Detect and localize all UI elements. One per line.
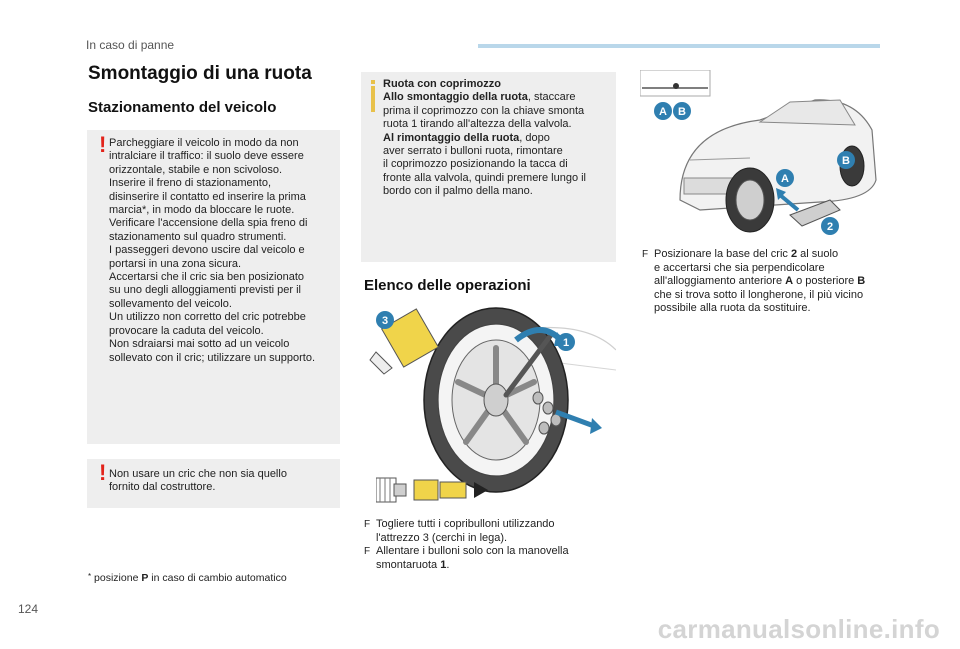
label-B-car: B	[842, 155, 850, 167]
label-B-top: B	[678, 106, 686, 118]
info-l3-rest: , dopo	[519, 131, 550, 144]
label-A-car: A	[781, 173, 789, 185]
car-jack-illustration	[640, 70, 880, 240]
warning-icon: !	[99, 132, 107, 157]
jack-text-5: o posteriore	[793, 275, 858, 287]
jack-bold-B: B	[857, 275, 866, 287]
info-l2: prima il coprimozzo con la chiave smonta ruota 1 tirando all'altezza della valvola.	[383, 104, 585, 131]
jack-text-7: che si trova sotto il longherone, il più vicino possibile alla ruota da sostituire.	[654, 288, 864, 314]
list-item	[642, 248, 882, 316]
parking-heading: Stazionamento del veicolo	[88, 99, 277, 116]
label-2: 2	[826, 221, 834, 233]
jack-text-3: al suolo e accertarsi che sia perpendicolare all'alloggiamento anteriore	[654, 248, 839, 287]
info-title: Ruota con coprimozzo	[383, 78, 501, 90]
hubcap-tool-illustration	[376, 474, 494, 508]
footnote-bold: P	[141, 572, 149, 584]
page-number: 124	[18, 602, 39, 616]
jack-instructions	[642, 248, 882, 316]
warning-icon: !	[99, 460, 107, 485]
jack-bold-2: 2	[790, 248, 798, 260]
list-item	[364, 518, 614, 545]
info-l4: aver serrato i bulloni ruota, rimontare il coprimozzo posizionando la tacca di fronte alla valvola, quindi premere lungo il bordo con il palmo della mano.	[383, 145, 587, 198]
warning-box-parking	[87, 130, 340, 444]
operation-text-2: Allentare i bulloni solo con la manovella smontaruota	[376, 545, 569, 571]
page-title: Smontaggio di una ruota	[88, 63, 312, 84]
label-3: 3	[381, 315, 389, 327]
operations-heading: Elenco delle operazioni	[364, 277, 531, 294]
jack-bold-A: A	[785, 275, 794, 287]
info-l1-bold: Allo smontaggio della ruota	[383, 91, 528, 104]
warning-box-jack	[87, 459, 340, 508]
warning-text-jack: Non usare un cric che non sia quello fornito dal costruttore.	[109, 468, 287, 494]
watermark: carmanualsonline.info	[657, 614, 940, 644]
operation-text-1: Togliere tutti i copribulloni utilizzando l'attrezzo 3 (cerchi in lega).	[376, 518, 555, 544]
operation-text-2-after: .	[446, 558, 450, 571]
info-l3-bold: Al rimontaggio della ruota	[383, 131, 520, 144]
label-1: 1	[562, 337, 570, 349]
section-header: In caso di panne	[86, 38, 175, 52]
info-l1-rest: , staccare	[527, 91, 576, 104]
footnote-text-before: posizione	[94, 572, 142, 584]
jack-text-1: Posizionare la base del cric	[654, 248, 791, 260]
list-item	[364, 545, 614, 572]
header-bar	[478, 44, 880, 48]
warning-text-parking: Parcheggiare il veicolo in modo da non intralciare il traffico: il suolo deve essere orizzontale, stabile e non scivoloso. Inserire il freno di stazionamento, disinserire il contatto ed inserire la prima marcia*, in modo da bloccare le ruote. Verificare l'accensione della spia freno di stazionamento sul quadro strumenti. I passeggeri devono uscire dal veicolo e portarsi in una zona sicura. Accertarsi che il cric sia ben posizionato su uno degli alloggiamenti previsti per il sollevamento del veicolo. Un utilizzo non corretto del cric potrebbe provocare la caduta del veicolo. Non sdraiarsi mai sotto ad un veicolo sollevato con il cric; utilizzare un supporto.	[109, 137, 316, 364]
info-box-hubcap	[361, 72, 616, 262]
label-A-top: A	[659, 106, 667, 118]
bullet-icon: F	[364, 546, 371, 557]
footnote	[88, 572, 287, 584]
footnote-star: *	[88, 572, 92, 581]
bullet-icon: F	[642, 249, 649, 260]
info-text	[383, 78, 613, 199]
bullet-icon: F	[364, 519, 371, 530]
info-icon	[371, 86, 375, 112]
footnote-text-after: in caso di cambio automatico	[148, 572, 287, 584]
operations-list	[364, 518, 614, 572]
operation-text-2-bold: 1	[440, 558, 447, 571]
